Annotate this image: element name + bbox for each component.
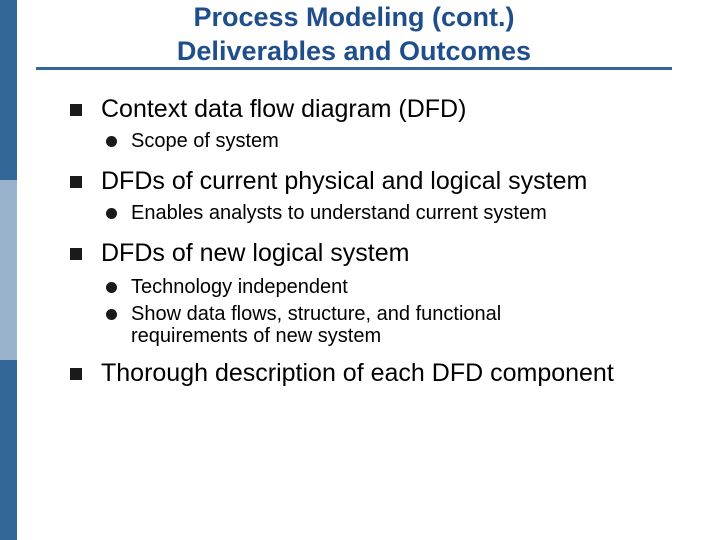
bullet-item — [66, 357, 696, 389]
slide-title — [36, 0, 672, 68]
square-bullet-icon — [70, 176, 82, 188]
bullet-item — [66, 165, 696, 197]
round-bullet-icon — [106, 282, 117, 293]
bullet-list — [66, 93, 696, 389]
round-bullet-icon — [106, 208, 117, 219]
bullet-item — [66, 93, 696, 125]
title-line-1: Process Modeling (cont.) — [193, 2, 515, 32]
title-line-2: Deliverables and Outcomes — [176, 36, 532, 66]
title-underline — [36, 67, 672, 70]
round-bullet-icon — [106, 309, 117, 320]
bullet-text: Thorough description of each DFD component — [101, 359, 614, 387]
bullet-text: DFDs of new logical system — [101, 239, 410, 267]
left-accent-bar-highlight — [0, 180, 17, 360]
sub-bullet-text: Scope of system — [131, 130, 279, 152]
sub-bullet-item — [66, 303, 611, 347]
round-bullet-icon — [106, 136, 117, 147]
square-bullet-icon — [70, 248, 82, 260]
square-bullet-icon — [70, 368, 82, 380]
square-bullet-icon — [70, 104, 82, 116]
bullet-item — [66, 237, 696, 269]
sub-bullet-text: Enables analysts to understand current system — [131, 202, 547, 224]
sub-bullet-text: Technology independent — [131, 276, 348, 298]
sub-bullet-text: Show data flows, structure, and functional requirements of new system — [131, 303, 502, 347]
sub-bullet-item — [66, 202, 696, 224]
bullet-text: DFDs of current physical and logical system — [101, 167, 588, 195]
sub-bullet-item — [66, 276, 696, 298]
bullet-text: Context data flow diagram (DFD) — [101, 95, 467, 123]
sub-bullet-item — [66, 130, 696, 152]
